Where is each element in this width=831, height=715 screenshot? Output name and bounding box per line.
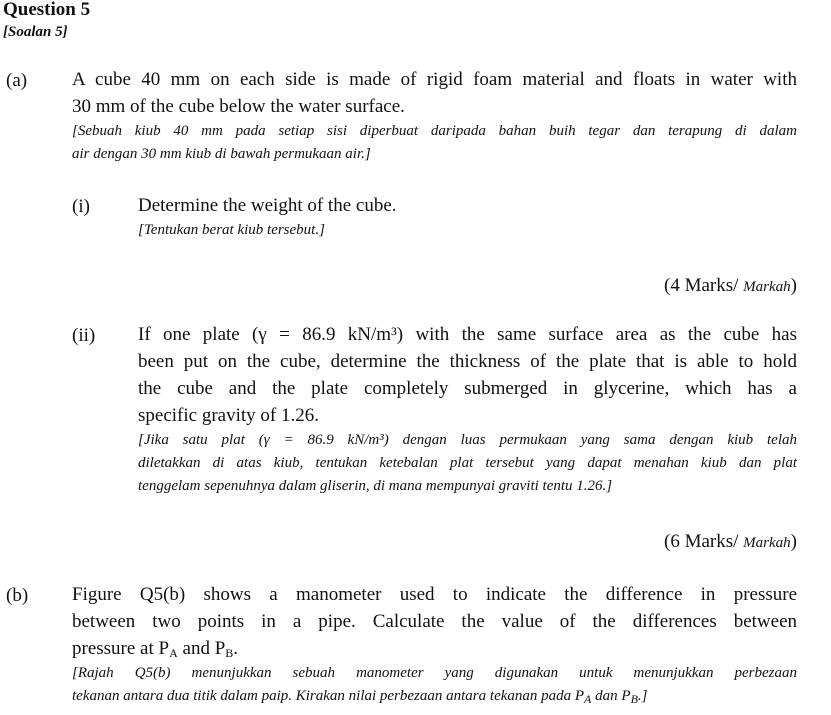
text-line: specific gravity of 1.26. <box>138 405 319 426</box>
translation-line <box>72 685 797 708</box>
text-line: the cube and the plate completely submerged in glycerine, which has a <box>138 378 797 399</box>
sub-ii-text <box>138 321 797 498</box>
text-line: A cube 40 mm on each side is made of rigid foam material and floats in water with <box>72 69 797 90</box>
question-subtitle: [Soalan 5] <box>3 24 68 40</box>
text-fragment: and P <box>177 638 226 659</box>
translation-line: air dengan 30 mm kiub di bawah permukaan air.] <box>72 146 371 162</box>
part-b-label: (b) <box>6 585 29 606</box>
subscript: A <box>584 692 592 706</box>
translation-line: [Jika satu plat (γ = 86.9 kN/m³) dengan luas permukaan yang sama dengan kiub telah <box>138 432 797 448</box>
text-line: If one plate (γ = 86.9 kN/m³) with the same surface area as the cube has <box>138 324 797 345</box>
marks-label: (6 Marks/ <box>664 531 744 552</box>
part-b-text <box>72 581 797 708</box>
text-fragment: . <box>233 638 239 659</box>
text-line: 30 mm of the cube below the water surface. <box>72 96 405 117</box>
marks-ii <box>664 531 797 553</box>
marks-my: Markah <box>743 535 791 551</box>
marks-i <box>664 275 797 297</box>
translation-line: tenggelam sepenuhnya dalam gliserin, di mana mempunyai graviti tentu 1.26.] <box>138 478 613 494</box>
part-a-text <box>72 66 797 166</box>
text-line: been put on the cube, determine the thickness of the plate that is able to hold <box>138 351 797 372</box>
translation-line: [Tentukan berat kiub tersebut.] <box>138 222 325 238</box>
marks-label: (4 Marks/ <box>664 275 744 296</box>
text-line: Figure Q5(b) shows a manometer used to indicate the difference in pressure <box>72 584 797 605</box>
text-fragment: tekanan antara dua titik dalam paip. Kirakan nilai perbezaan antara tekanan pada P <box>72 688 585 704</box>
subscript: B <box>630 692 638 706</box>
sub-i-text <box>138 192 797 242</box>
translation-line: diletakkan di atas kiub, tentukan ketebalan plat tersebut yang dapat menahan kiub dan plat <box>138 455 797 471</box>
marks-close: ) <box>790 275 797 296</box>
translation-line: [Sebuah kiub 40 mm pada setiap sisi diperbuat daripada bahan buih tegar dan terapung di dalam <box>72 123 797 139</box>
text-line: Determine the weight of the cube. <box>138 195 397 216</box>
part-a-label: (a) <box>6 70 28 91</box>
text-line: between two points in a pipe. Calculate the value of the differences between <box>72 611 797 632</box>
text-fragment: dan P <box>591 688 631 704</box>
marks-close: ) <box>790 531 797 552</box>
text-fragment: pressure at P <box>72 638 170 659</box>
sub-ii-label: (ii) <box>72 325 96 346</box>
marks-my: Markah <box>743 279 791 295</box>
subscript: B <box>225 646 234 660</box>
sub-i-label: (i) <box>72 196 90 217</box>
subscript: A <box>169 646 178 660</box>
translation-line: [Rajah Q5(b) menunjukkan sebuah manometer yang digunakan untuk menunjukkan perbezaan <box>72 665 797 681</box>
question-title: Question 5 <box>3 0 91 20</box>
text-fragment: .] <box>637 688 648 704</box>
text-line <box>72 635 797 662</box>
